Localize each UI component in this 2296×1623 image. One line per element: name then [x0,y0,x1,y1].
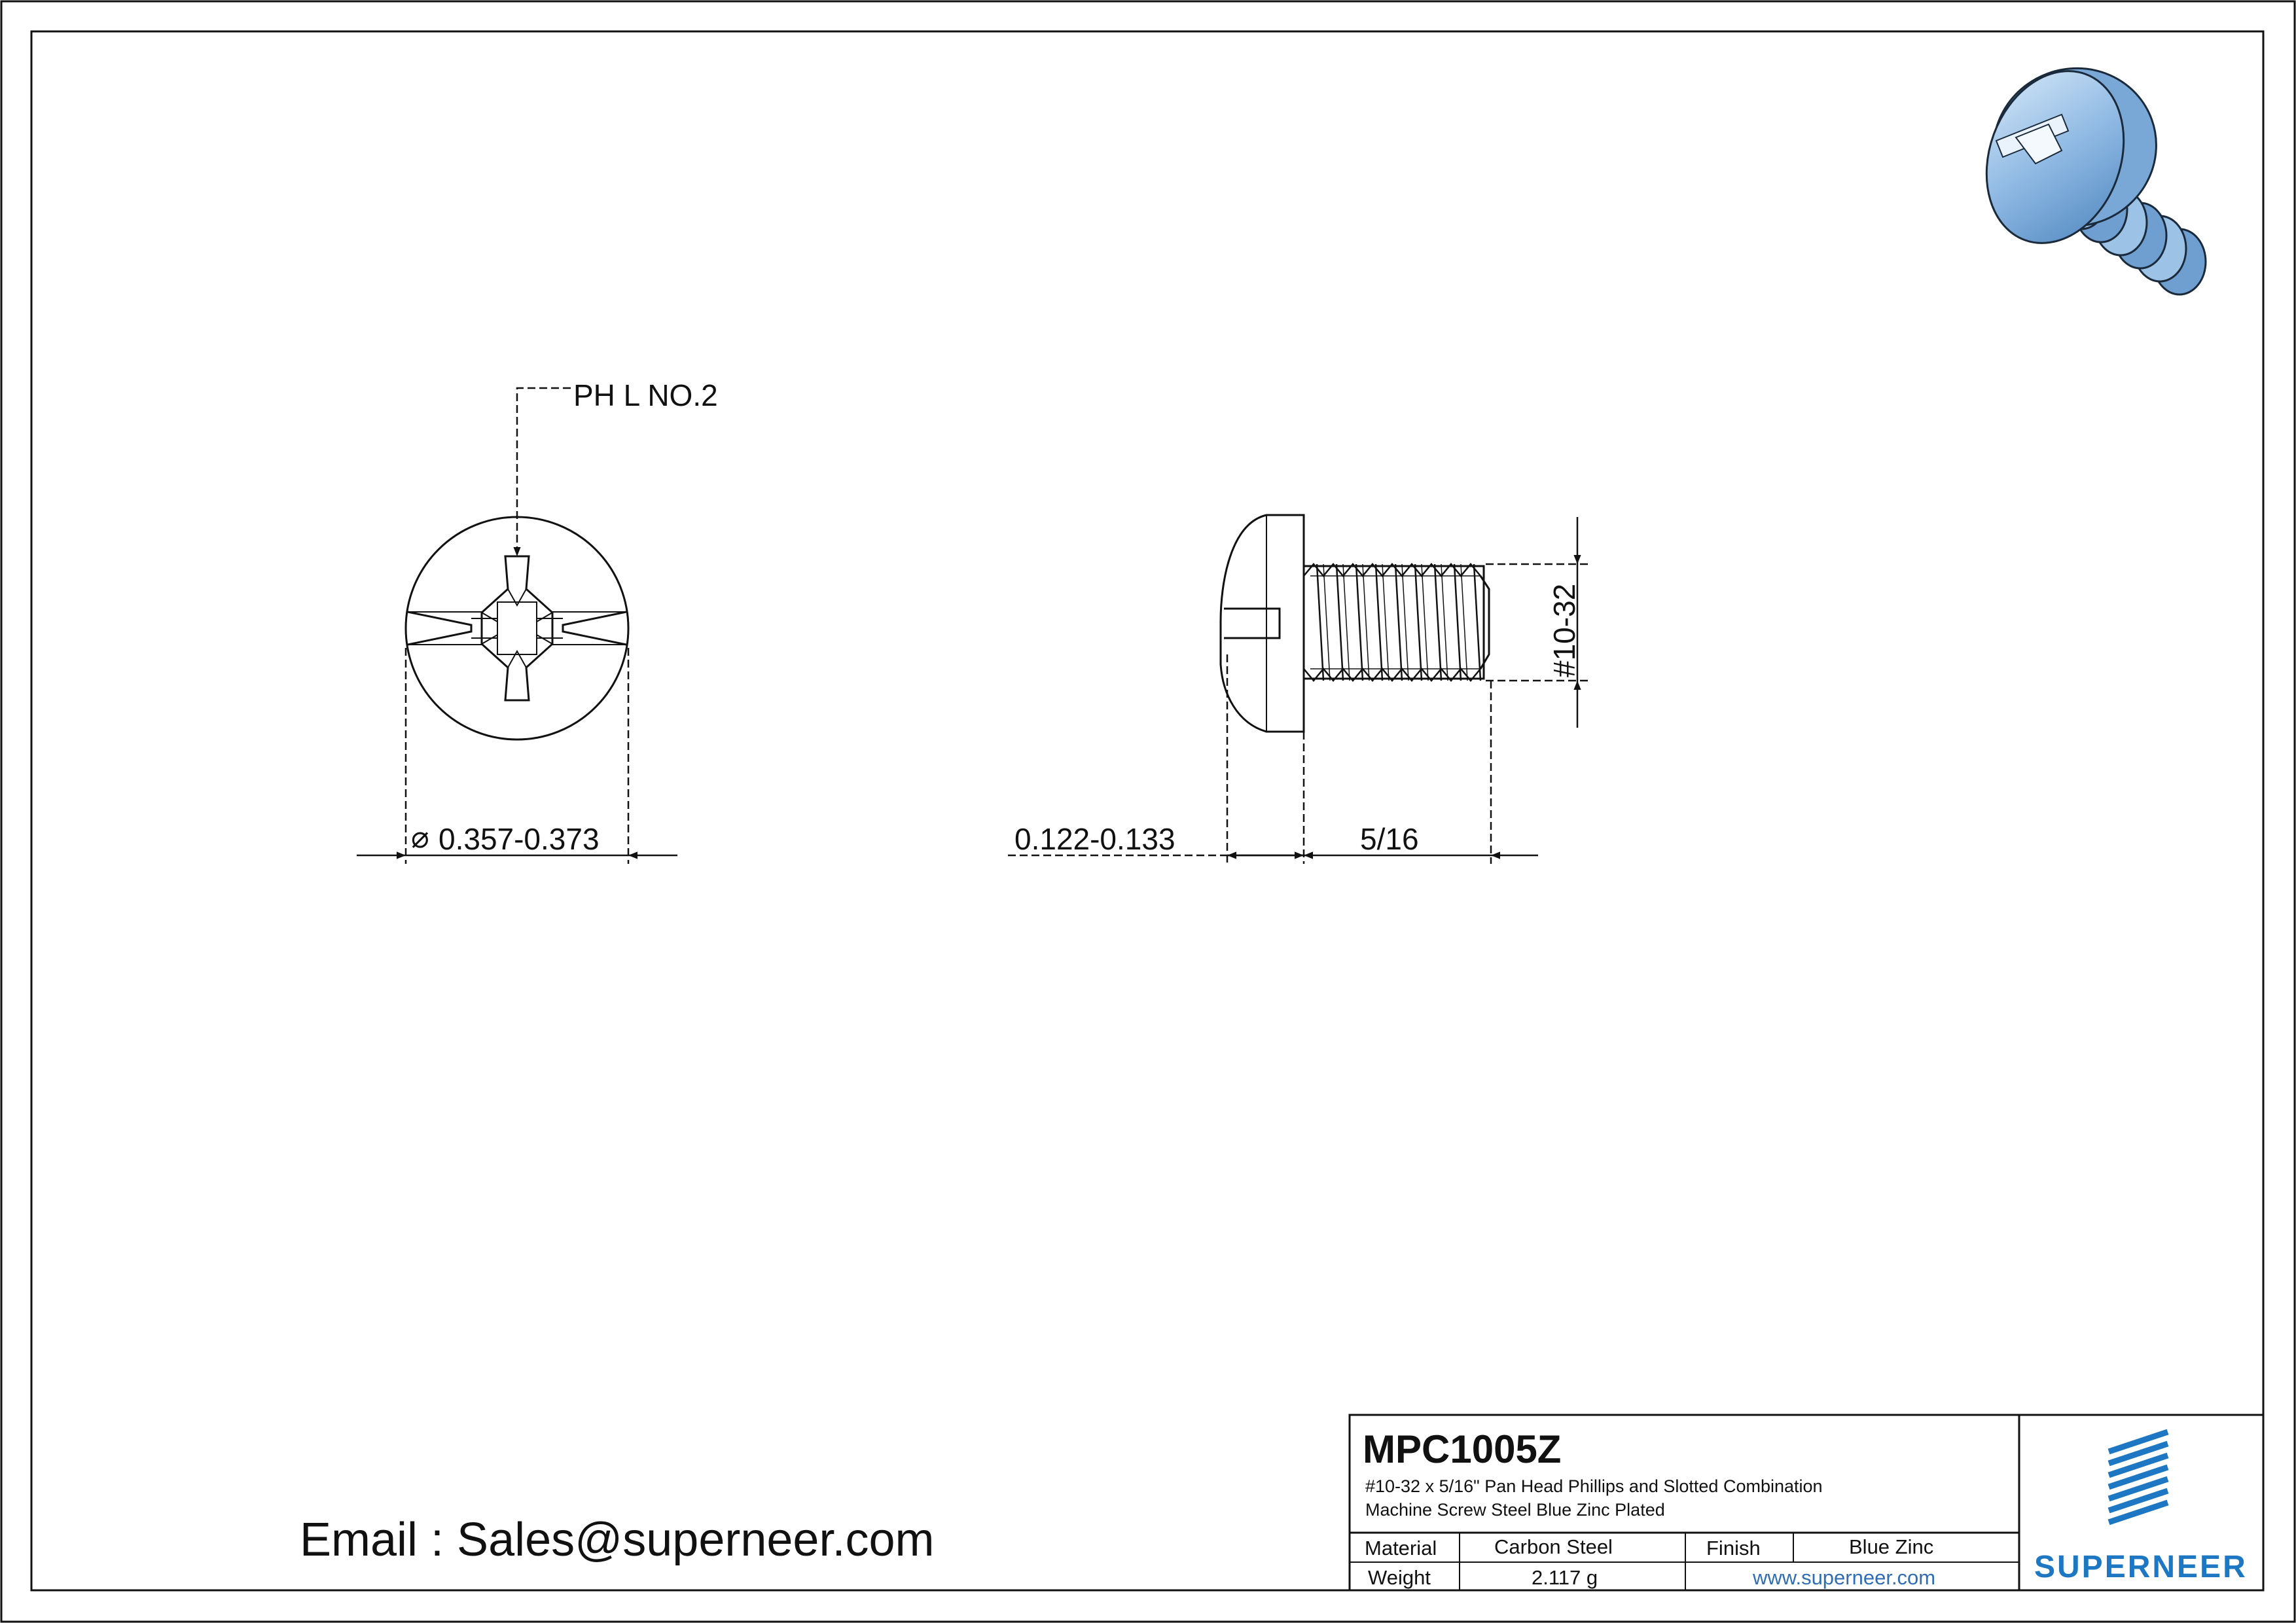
drive-note: PH L NO.2 [573,378,718,412]
side-view [1221,515,1489,732]
head-height-value: 0.122-0.133 [1014,822,1175,856]
material-label: Material [1365,1537,1437,1560]
thread-size: #10-32 [1547,583,1581,677]
description-line-1: #10-32 x 5/16" Pan Head Phillips and Slotted Combination [1365,1476,1823,1496]
website-link[interactable]: www.superneer.com [1753,1566,1936,1589]
screw-3d-render-icon [1964,45,2206,294]
slot-profile [1224,609,1280,638]
brand-logo-icon [2109,1432,2168,1522]
finish-value: Blue Zinc [1849,1535,1934,1558]
description-line-2: Machine Screw Steel Blue Zinc Plated [1365,1500,1665,1520]
length-value: 5/16 [1360,822,1419,856]
sheet-outer-border [1,1,2295,1622]
weight-label: Weight [1368,1566,1431,1589]
head-diameter-value: 0.357-0.373 [439,822,600,856]
material-value: Carbon Steel [1494,1535,1613,1558]
brand-name: SUPERNEER [2034,1550,2248,1584]
sheet-inner-border [31,31,2263,1590]
contact-email[interactable]: Email : Sales@superneer.com [300,1514,935,1566]
head-diameter-symbol: ⌀ [411,820,429,854]
part-number: MPC1005Z [1363,1427,1562,1471]
weight-value: 2.117 g [1532,1566,1598,1589]
finish-label: Finish [1706,1537,1761,1560]
